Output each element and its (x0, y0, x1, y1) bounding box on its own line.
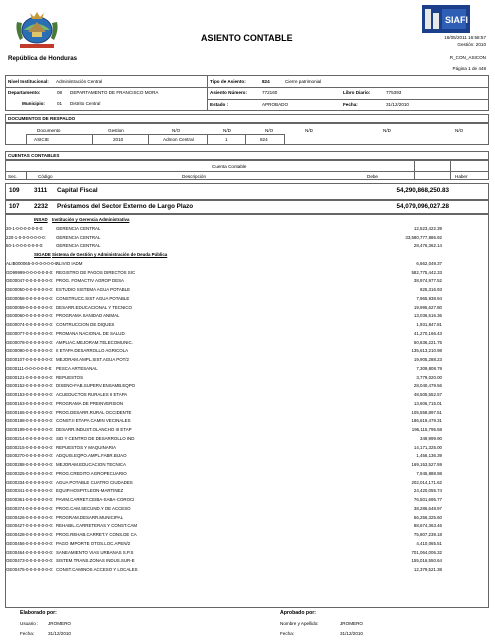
honduras-coat-of-arms-logo (12, 8, 62, 52)
detail-line (6, 295, 488, 303)
municipio-label: Municipio: (22, 101, 45, 106)
detail-line (6, 286, 488, 294)
detail-amount: 48,505,552.57 (413, 392, 442, 397)
col-descripcion: Descripción (182, 174, 206, 179)
detail-amount: 41,270,166.43 (413, 330, 442, 336)
detail-amount: 7,965,938.94 (416, 295, 442, 301)
detail-code: GE00077-0-0-0-0-0-0-0: (6, 330, 54, 336)
detail-line (6, 339, 488, 347)
usuario-value: JROMERO (48, 621, 71, 626)
detail-line (6, 452, 488, 460)
detail-desc: DISENO-FAB.SUPERV.ENSAMB.EQPO (56, 383, 136, 389)
detail-desc: SISTEM.TRANS.ZONAS INDUS.SUR-E (56, 558, 135, 564)
respaldo-col-nd-2: N/D (305, 128, 313, 133)
account-desc: Préstamos del Sector Externo de Largo Plazo (57, 203, 194, 210)
detail-code: GE00050-0-0-0-0-0-0-0: (6, 287, 54, 292)
detail-line (6, 470, 488, 478)
detail-line (6, 356, 488, 364)
detail-desc: SID Y CENTRO DE DESARROLLO IND (56, 435, 135, 441)
detail-amount: 582,775,442.33 (411, 269, 442, 275)
account-desc: Capital Fiscal (57, 187, 98, 194)
detail-desc: MEJORAM.AMPL.SIST.AGUA POT/2 (56, 357, 129, 362)
detail-line (6, 321, 488, 329)
nombre-label: Nombre y Apellido: (280, 621, 319, 626)
detail-code: GE00090-0-0-0-0-0-0-0: (6, 348, 54, 354)
detail-amount: 202,014,171.62 (411, 479, 442, 485)
detail-amount: 1,931,847.81 (416, 322, 442, 327)
cuentas-header (5, 160, 489, 180)
detail-desc: AMPLIAC.MEJORAM.TELECOMUNIC. (56, 339, 133, 345)
aprobado-title: Aprobado por: (280, 610, 317, 616)
detail-code: ALIB000065-0-0-0-0-0-0-0: (6, 260, 59, 266)
departamento-label: Departamento: (8, 90, 41, 95)
detail-amount: 7,309,808.79 (416, 365, 442, 371)
detail-amount: 12,379,521.38 (413, 567, 442, 572)
detail-line (6, 557, 488, 565)
detail-amount: 19,905,288.23 (413, 357, 442, 362)
detail-line (6, 444, 488, 452)
detail-code: GE00325-0-0-0-0-0-0-0: (6, 470, 54, 476)
detail-desc: ALIVIO IADM (56, 260, 83, 266)
cuentas-title: CUENTAS CONTABLES (8, 153, 60, 158)
detail-line (6, 479, 488, 487)
detail-desc: DESARR.INDUST.OLANCHO III ETAP (56, 427, 132, 432)
detail-desc: AGUA POTABLE CUATRO CIUDADES (56, 479, 133, 485)
country-title: República de Honduras (8, 55, 78, 62)
aprobado-fecha-value: 31/12/2010 (340, 631, 363, 636)
detail-amount: 14,171,325.00 (413, 444, 442, 450)
detail-code: GE00059-0-0-0-0-0-0-0: (6, 304, 54, 310)
detail-code: GE00047-0-0-0-0-0-0-0: (6, 278, 54, 284)
respaldo-col-gestion: Gestion (108, 128, 124, 133)
asiento-numero-label: Asiento Número: (210, 90, 248, 95)
detail-desc: PROGRAMA DE PREINVERSION (56, 400, 124, 406)
detail-code: GE00153-0-0-0-0-0-0-0: (6, 392, 54, 397)
respaldo-title: DOCUMENTOS DE RESPALDO (8, 116, 76, 121)
fecha-value: 31/12/2010 (386, 102, 409, 107)
detail-desc: EQUIP.HOSPIT.LEON-MARTINEZ (56, 488, 124, 494)
detail-line (6, 304, 488, 312)
footer-fecha-value: 31/12/2010 (48, 631, 71, 636)
detail-line (6, 540, 488, 548)
cuenta-contable-header: Cuenta Contable (212, 164, 247, 169)
respaldo-col-nd-1: N/D (223, 128, 231, 133)
account-code: 2232 (34, 203, 49, 210)
detail-desc: ESTUDIO SISTEMA AGUA POTABLE (56, 287, 131, 292)
detail-desc: PROG.DESARR.RURAL OCCIDENTE (56, 409, 132, 415)
account-debe: 54,290,868,250.83 (396, 187, 449, 194)
respaldo-val-no: 824 (260, 137, 268, 142)
detail-code: GE00426-0-0-0-0-0-0-0: (6, 514, 54, 520)
detail-code: 50-1-0-0-0-0-0-0-0: (6, 243, 44, 249)
detail-amount: 33,580,777,886.92 (405, 234, 442, 240)
elaborado-title: Elaborado por: (20, 610, 57, 616)
respaldo-col-no-2: N/O (265, 128, 274, 133)
detail-code: GE00456-0-0-0-0-0-0-0: (6, 540, 54, 546)
detail-line (6, 234, 488, 242)
detail-code: 220-1-0-0-0-0-0-0-0: (6, 234, 46, 240)
detail-line (6, 312, 488, 320)
tipo-asiento-code: 824 (262, 79, 270, 84)
detail-line (6, 260, 488, 268)
municipio-code: 01 (57, 101, 63, 106)
detail-amount: 3,779,020.00 (416, 374, 442, 380)
detail-amount: 13,036,516.36 (413, 313, 442, 319)
detail-code: GE00163-0-0-0-0-0-0-0: (6, 400, 54, 406)
tipo-asiento-label: Tipo de Asiento: (210, 79, 246, 84)
col-haber: Haber (455, 174, 468, 179)
detail-amount: 38,286,648.97 (413, 505, 442, 511)
detail-line (6, 269, 488, 277)
detail-desc: CONST.II ETAPA CAMIN VECINALES (56, 418, 131, 424)
nombre-value: JROMERO (340, 621, 363, 626)
detail-code: GE00361-0-0-0-0-0-0-0: (6, 497, 54, 502)
detail-amount: 60,836,221.75 (413, 339, 442, 345)
asiento-numero-value: 772160 (262, 90, 278, 95)
detail-line (6, 382, 488, 390)
detail-desc: ADQUIS.EQPO.AMPL.FABR.BIJAO (56, 453, 127, 459)
detail-desc: II ETAPA DESARROLLO AGRICOLA (56, 348, 129, 354)
detail-desc: PAGO IMPORTE OTOS.LOC.APEN/2 (56, 540, 131, 546)
detail-code: GE00107-0-0-0-0-0-0-0: (6, 357, 54, 362)
detail-amount: 88,674,363.46 (413, 523, 442, 529)
departamento-code: 08 (57, 90, 63, 95)
respaldo-col-no-1: N/O (172, 128, 181, 133)
detail-desc: REGISTRO DE PAGOS DIRECTOS SIC (56, 269, 136, 275)
detail-amount: 169,153,527.59 (411, 462, 442, 467)
gestion-label: Gestión: 2010 (457, 42, 486, 47)
detail-amount: 24,420,055.74 (413, 488, 442, 494)
detail-line (6, 514, 488, 522)
detail-code: GE00111-0-0-0-0-0-0-0: (6, 365, 53, 371)
detail-line (6, 496, 488, 504)
detail-code: GE00473-0-0-0-0-0-0-0: (6, 558, 54, 564)
detail-line (6, 409, 488, 417)
detail-code: GD99999-0-0-0-0-0-0-0: (6, 269, 54, 275)
detail-code: GE00334-0-0-0-0-0-0-0: (6, 479, 54, 485)
page-number: Página 1 de 448 (452, 66, 486, 71)
detail-line (6, 330, 488, 338)
detail-desc: SANEAMIENTO VIAS URBANAS S.P.S (56, 549, 134, 555)
detail-amount: 701,064,006.32 (411, 549, 442, 555)
detail-line (6, 461, 488, 469)
col-codigo: Código (38, 174, 53, 179)
footer-fecha-label: Fecha: (20, 631, 35, 636)
detail-code: GE00374-0-0-0-0-0-0-0: (6, 505, 54, 511)
detail-amount: 28,476,362.14 (413, 243, 442, 249)
detail-amount: 76,501,695.77 (413, 497, 442, 502)
detail-code: GE00152-0-0-0-0-0-0-0: (6, 383, 54, 389)
respaldo-col-no-3: N/O (455, 128, 464, 133)
detail-desc: GERENCIA CENTRAL (56, 243, 101, 249)
account-sec: 109 (9, 187, 20, 194)
libro-diario-value: 775393 (386, 90, 402, 95)
detail-code: GE00464-0-0-0-0-0-0-0: (6, 549, 54, 555)
detail-line (6, 391, 488, 399)
detail-line (6, 487, 488, 495)
detail-line (6, 242, 488, 250)
respaldo-val-nd: 1 (225, 137, 228, 142)
respaldo-val-documento: ASICIE (34, 137, 50, 142)
detail-desc: CONSTRUCC.SIST AGUA POTABLE (56, 295, 130, 301)
detail-amount: 196,115,795.58 (411, 427, 442, 432)
detail-line (6, 566, 488, 574)
print-datetime: 16/05/2011 16:58:57 (444, 35, 486, 40)
detail-amount: 6,662,049.37 (416, 260, 442, 266)
detail-amount: 19,995,627.80 (413, 304, 442, 310)
respaldo-col-documento: Documento (37, 128, 61, 133)
detail-code: GE00475-0-0-0-0-0-0-0: (6, 567, 54, 572)
detail-desc: Institución y Gerencia Administrativa (52, 217, 130, 222)
detail-amount: 349,999.90 (420, 435, 442, 441)
detail-amount: 38,974,977.52 (413, 278, 442, 284)
detail-code: GE00074-0-0-0-0-0-0-0: (6, 322, 54, 327)
detail-line (6, 426, 488, 434)
detail-line (6, 225, 488, 233)
detail-desc: PROG.REHAB.CARRET.Y CONS.DE CA (56, 532, 137, 537)
nivel-label: Nivel Institucional: (8, 79, 49, 84)
detail-desc: PESCA ARTESANAL (56, 365, 98, 371)
aprobado-fecha-label: Fecha: (280, 631, 295, 636)
detail-code: GE00198-0-0-0-0-0-0-0: (6, 418, 54, 424)
respaldo-val-gestion: 2010 (113, 137, 124, 142)
detail-code: GE00199-0-0-0-0-0-0-0: (6, 427, 54, 432)
municipio-value: Distrito Central (70, 101, 101, 106)
detail-code: INSAD (34, 217, 48, 222)
detail-line (6, 435, 488, 443)
account-debe: 54,079,096,027.28 (396, 203, 449, 210)
detail-code: GE00270-0-0-0-0-0-0-0: (6, 453, 54, 459)
detail-desc: DESARR.EDUCACIONAL Y TECNICO (56, 304, 132, 310)
detail-amount: 825,316.93 (420, 287, 442, 292)
detail-line (6, 374, 488, 382)
detail-line (6, 531, 488, 539)
detail-line (6, 400, 488, 408)
usuario-label: Usuario : (20, 621, 39, 626)
detail-desc: Sistema de Gestión y Administración de Deuda Pública (52, 252, 168, 257)
report-code: R_CON_ASICON (449, 55, 486, 60)
detail-line (6, 417, 488, 425)
detail-code: GE00058-0-0-0-0-0-0-0: (6, 295, 54, 301)
page-title: ASIENTO CONTABLE (201, 33, 293, 43)
detail-code: GE00341-0-0-0-0-0-0-0: (6, 488, 54, 494)
detail-amount: 12,523,422.39 (413, 225, 442, 231)
detail-desc: ACUEDUCTOS RURALES II ETAPA (56, 392, 128, 397)
account-code: 3111 (34, 187, 48, 194)
detail-code: GE00215-0-0-0-0-0-0-0: (6, 444, 54, 450)
detail-code: GE00288-0-0-0-0-0-0-0: (6, 462, 54, 467)
detail-code: SIGADE (34, 252, 51, 257)
detail-lines (0, 216, 495, 606)
detail-desc: PROGRAMA SANIDAD ANIMAL (56, 313, 120, 319)
detail-desc: CONTRUCCION DE DIQUES (56, 322, 115, 327)
respaldo-val-institucion: Admon Central (163, 137, 194, 142)
detail-group-header (6, 216, 488, 224)
detail-code: 20-1-0-0-0-0-0-0-0: (6, 225, 44, 231)
detail-amount: 13,606,715.01 (413, 400, 442, 406)
detail-desc: REPUESTOS (56, 374, 84, 380)
detail-code: GE00165-0-0-0-0-0-0-0: (6, 409, 54, 415)
detail-line (6, 522, 488, 530)
estado-label: Estado : (210, 102, 229, 107)
detail-desc: REHABIL.CARRETERAS Y CONST.CAM (56, 523, 138, 529)
libro-diario-label: Libro Diario: (343, 90, 371, 95)
detail-desc: MEJORAM.EDUCACION TECNICA (56, 462, 126, 467)
detail-line (6, 549, 488, 557)
detail-amount: 28,040,479.56 (413, 383, 442, 389)
detail-amount: 66,256,325.60 (413, 514, 442, 520)
detail-amount: 135,613,210.98 (411, 348, 442, 354)
siafi-logo (422, 5, 470, 33)
detail-line (6, 505, 488, 513)
fecha-label: Fecha: (343, 102, 358, 107)
detail-desc: CONST.CAMINOS ACCESO Y LOCALES (56, 567, 138, 572)
account-sec: 107 (9, 203, 20, 210)
tipo-asiento-value: Cierre patrimonial (285, 79, 322, 84)
detail-code: GE00428-0-0-0-0-0-0-0: (6, 532, 54, 537)
detail-desc: PROG. FOMACTIV AGROP DESA (56, 278, 124, 284)
detail-code: GE00060-0-0-0-0-0-0-0: (6, 313, 54, 319)
detail-amount: 4,410,065.51 (416, 540, 442, 546)
col-sec: Sec. (8, 174, 18, 179)
detail-desc: REPUESTOS Y MAQUINARIA (56, 444, 117, 450)
estado-value: APROBADO (262, 102, 289, 107)
detail-desc: PROG.CAM.SECUND.Y DE ACCESO (56, 505, 131, 511)
detail-desc: GERENCIA CENTRAL (56, 234, 101, 240)
detail-code: GE00121-0-0-0-0-0-0-0: (6, 374, 54, 380)
detail-desc: GERENCIA CENTRAL (56, 225, 101, 231)
detail-amount: 105,558,897.51 (411, 409, 442, 415)
detail-code: GE00427-0-0-0-0-0-0-0: (6, 523, 54, 529)
detail-amount: 7,945,888.98 (416, 470, 442, 476)
detail-desc: PAVIM.CARRET.CEIBA-SABA-COROCI (56, 497, 135, 502)
col-debe: Debe (367, 174, 378, 179)
nivel-value: Administración Central (56, 79, 103, 84)
detail-amount: 186,619,479.31 (411, 418, 442, 424)
detail-desc: PROG.CREDITO AGROPECUARIO (56, 470, 127, 476)
detail-line (6, 347, 488, 355)
detail-code: GE00078-0-0-0-0-0-0-0: (6, 339, 54, 345)
departamento-value: DEPARTAMENTO DE FRANCISCO MORA (70, 90, 159, 95)
detail-desc: PROMANA NACIONAL DE SALUD (56, 330, 125, 336)
detail-line (6, 277, 488, 285)
detail-amount: 75,807,239.18 (413, 532, 442, 537)
detail-code: GE00214-0-0-0-0-0-0-0: (6, 435, 54, 441)
detail-desc: PROGRAM.DESARR.MUNICIPAL (56, 514, 124, 520)
detail-line (6, 365, 488, 373)
detail-amount: 1,456,136.39 (416, 453, 442, 459)
respaldo-col-nd-3: N/D (383, 128, 391, 133)
detail-group-header (6, 251, 488, 259)
svg-text:SIAFI: SIAFI (445, 15, 469, 25)
detail-amount: 155,016,550.64 (411, 558, 442, 564)
